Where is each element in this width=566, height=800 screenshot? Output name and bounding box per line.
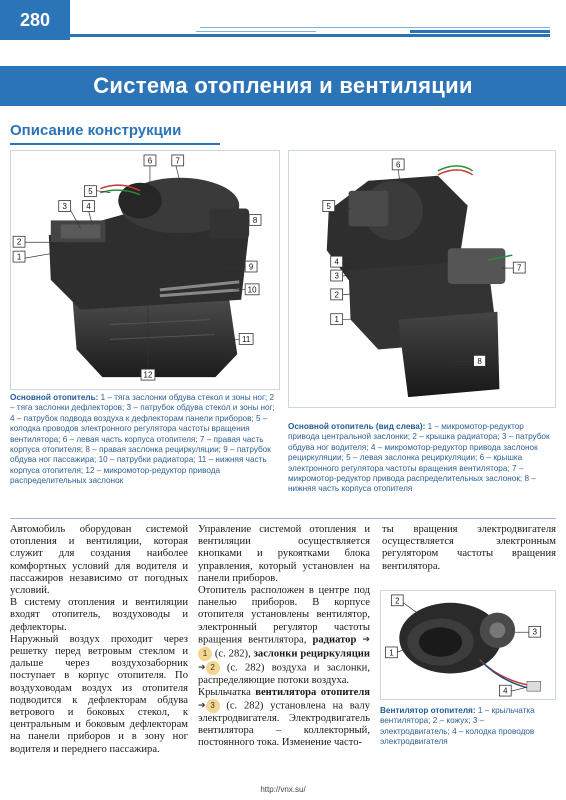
svg-text:4: 4 — [334, 257, 339, 267]
text-column-2 — [198, 524, 370, 750]
fan-figure-caption — [380, 706, 556, 748]
arrow-right-icon: ➔ — [198, 662, 206, 673]
paragraph: Крыльчатка вентилятора отопителя ➔ 3 (с. 282) установлена на валу электродвигателя. Электродвигатель вентилятора – коллекторный, постоянного тока. Изменение часто- — [198, 686, 370, 749]
paragraph: В систему отопления и вентиляции входят отопитель, воздуховоды и дефлекторы. — [10, 597, 188, 633]
heater-figure-caption — [10, 393, 280, 487]
callout-7 — [513, 262, 525, 273]
callout-1 — [386, 647, 398, 658]
callout-7 — [172, 155, 184, 166]
svg-text:10: 10 — [247, 285, 257, 295]
footer-link[interactable]: http://vnx.su/ — [260, 785, 306, 794]
paragraph: ты вращения электродвигателя осуществляется электронным регулятором частоты вращения вентилятора. — [382, 524, 556, 572]
ref-badge[interactable]: 3 — [206, 699, 220, 713]
heater-figure — [10, 150, 280, 390]
callout-8 — [474, 355, 486, 366]
callout-2 — [391, 595, 403, 606]
callout-2 — [331, 289, 343, 300]
svg-text:2: 2 — [16, 237, 22, 247]
section-divider — [10, 518, 556, 519]
heater-left-view-figure — [288, 150, 556, 408]
svg-text:11: 11 — [242, 334, 251, 344]
callout-1 — [331, 314, 343, 325]
callout-6 — [144, 155, 156, 166]
callout-3 — [331, 270, 343, 281]
svg-text:6: 6 — [147, 156, 153, 166]
heater-left-view-illustration — [289, 151, 555, 407]
text-column-3 — [382, 524, 556, 573]
page-number: 280 — [0, 0, 70, 40]
paragraph: Отопитель расположен в центре под панелью приборов. В корпусе отопителя установлены вентилятор, электронный регулятор частоты вращения вентилятора, радиатор ➔1 (с. 282), заслонки рециркуляции ➔ 2 (с. 282) воздуха и заслонки, распределяющие потоки воздуха. — [198, 585, 371, 686]
text-column-1 — [10, 524, 188, 756]
caption-title: Основной отопитель: — [10, 393, 99, 402]
callout-4 — [499, 685, 511, 696]
header-rule — [70, 34, 550, 37]
svg-text:7: 7 — [175, 156, 180, 166]
arrow-right-icon: ➔ — [198, 700, 206, 711]
callout-6 — [392, 159, 404, 170]
svg-text:8: 8 — [477, 356, 482, 366]
svg-text:1: 1 — [389, 648, 394, 658]
header-rule-short — [196, 31, 316, 32]
arrow-right-icon: ➔ — [362, 634, 370, 645]
chapter-title: Система отопления и вентиляции — [0, 66, 566, 106]
callout-10 — [245, 284, 259, 295]
callout-3 — [529, 626, 541, 637]
caption-text: 1 – крыльчатка вентилятора; 2 – кожух; 3 – электродвигатель; 4 – колодка проводов электродвигателя — [380, 706, 535, 747]
heater-illustration — [11, 151, 279, 389]
section-title: Описание конструкции — [10, 122, 182, 139]
svg-text:3: 3 — [62, 202, 67, 212]
paragraph: Автомобиль оборудован системой отопления и вентиляции, которая служит для создания наиболее комфортных условий для водителя и пассажиров независимо от погодных условий. — [10, 524, 188, 597]
callout-9 — [245, 261, 257, 272]
svg-text:9: 9 — [248, 262, 254, 272]
svg-text:3: 3 — [334, 271, 339, 281]
callout-5 — [323, 201, 335, 212]
callout-4 — [83, 201, 95, 212]
svg-text:1: 1 — [334, 315, 339, 325]
svg-text:8: 8 — [252, 215, 258, 225]
fan-figure — [380, 590, 556, 700]
term-heater-fan: вентилятора отопителя — [255, 686, 370, 698]
svg-text:2: 2 — [395, 596, 400, 606]
callout-8 — [249, 214, 261, 225]
svg-text:4: 4 — [503, 686, 508, 696]
svg-text:6: 6 — [395, 160, 401, 170]
svg-text:12: 12 — [143, 370, 153, 380]
callout-4 — [331, 256, 343, 267]
heater-left-view-caption — [288, 422, 556, 495]
callout-5 — [85, 186, 97, 197]
svg-text:5: 5 — [326, 202, 331, 212]
caption-text: 1 – тяга заслонки обдува стекол и зоны ног; 2 – тяга заслонки дефлекторов; 3 – патрубок обдува стекол и зоны ног; 4 – патрубок подвода воздуха к дефлекторам панели приборов; 5 – колодка проводов электронного регулятора частоты вращения вентилятора; 6 – левая часть корпуса отопителя; 7 – правая часть корпуса отопителя; 8 – правая заслонка рециркуляции; 9 – патрубок обдува ног пассажира; 10 – патрубки радиатора; 11 – нижняя часть корпуса отопителя; 12 – микромотор-редуктор привода распределительных заслонок — [10, 393, 275, 486]
ref-badge[interactable]: 1 — [198, 647, 212, 661]
callout-11 — [239, 333, 253, 344]
paragraph: Наружный воздух проходит через решетку перед ветровым стеклом и дальше через воздухозаборник поступает в корпус отопителя. По воздуховодам воздух из отопителя подводится к дефлекторам обдува ветрового и боковых стекол, к центральным и боковым дефлекторам на панели приборов и в зону ног водителя и переднего пассажира. — [10, 633, 188, 755]
svg-text:5: 5 — [88, 187, 93, 197]
callout-12 — [141, 369, 155, 380]
svg-text:1: 1 — [16, 252, 22, 262]
svg-text:2: 2 — [334, 290, 339, 300]
caption-text: 1 – микромотор-редуктор привода центральной заслонки; 2 – крышка радиатора; 3 – патрубок обдува ног водителя; 4 – микромотор-редуктор привода заслонок рециркуляции; 5 – левая заслонка рециркуляции; 6 – крышка электронного регулятора частоты вращения вентилятора; 7 – микромотор-редуктор привода распределительных заслонок; 8 – нижняя часть корпуса отопителя — [288, 422, 550, 494]
svg-text:4: 4 — [86, 202, 91, 212]
term-radiator: радиатор — [312, 634, 357, 646]
svg-text:7: 7 — [517, 263, 522, 273]
callout-3 — [59, 201, 71, 212]
caption-title: Основной отопитель (вид слева): — [288, 422, 426, 431]
section-title-underline — [10, 143, 220, 145]
svg-text:3: 3 — [532, 627, 537, 637]
callout-2 — [13, 236, 25, 247]
header-rule-accent — [410, 30, 550, 33]
callout-1 — [13, 251, 25, 262]
paragraph: Управление системой отопления и вентиляции осуществляется кнопками и рукоятками блока управления, который установлен на панели приборов. — [198, 524, 370, 584]
caption-title: Вентилятор отопителя: — [380, 706, 476, 715]
ref-badge[interactable]: 2 — [206, 661, 220, 675]
fan-illustration — [381, 591, 555, 699]
term-recirculation-flaps: заслонки рециркуляции — [253, 648, 371, 660]
header-rule-thin — [200, 27, 550, 28]
